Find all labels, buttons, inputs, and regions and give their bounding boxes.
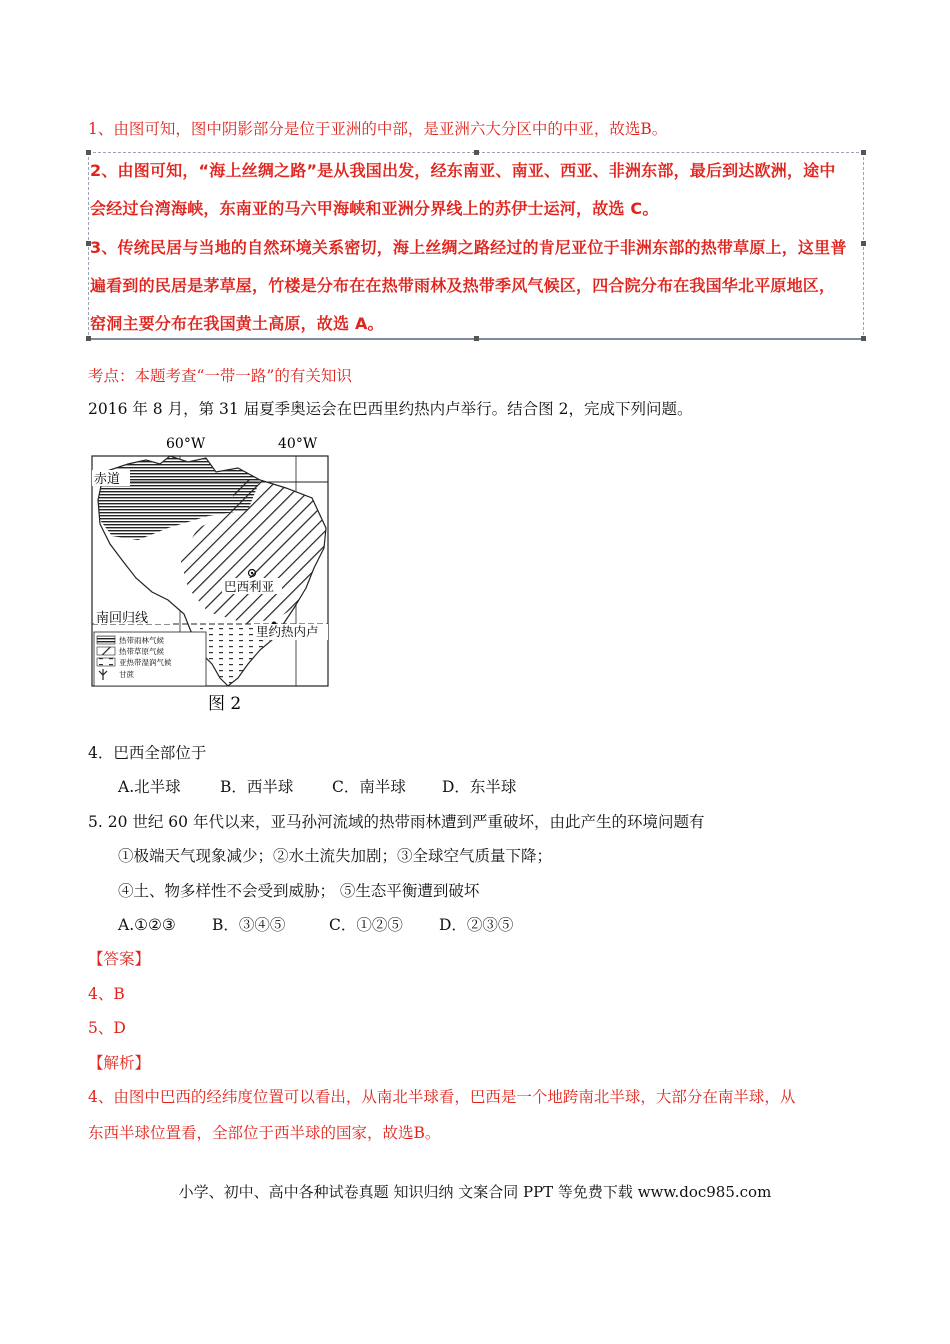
kaodian-note: 考点：本题考查“一带一路”的有关知识 (88, 367, 352, 385)
question-intro: 2016 年 8 月，第 31 届夏季奥运会在巴西里约热内卢举行。结合图 2，完成下列问题。 (88, 400, 693, 418)
explanation-q3-line2: 遍看到的民居是茅草屋，竹楼是分布在在热带雨林及热带季风气候区，四合院分布在我国华北平原地区， (90, 276, 836, 295)
explanation-q1: 1、由图可知，图中阴影部分是位于亚洲的中部，是亚洲六大分区中的中亚，故选B。 (88, 120, 668, 138)
q4-stem: 4．巴西全部位于 (88, 744, 207, 762)
q4-option-c: C．南半球 (332, 778, 406, 796)
lon-40w-label: 40°W (278, 436, 318, 452)
figure-caption: 图 2 (208, 694, 242, 714)
equator-label: 赤道 (94, 472, 121, 487)
legend-savanna: 热带草原气候 (119, 647, 164, 656)
answer-5: 5、D (88, 1019, 126, 1037)
q5-option-b: B．③④⑤ (212, 916, 286, 934)
analysis-line-2: 东西半球位置看，全部位于西半球的国家，故选B。 (88, 1124, 441, 1142)
answer-header: 【答案】 (88, 950, 151, 968)
legend-subtropical: 亚热带湿润气候 (119, 658, 172, 667)
page-footer: 小学、初中、高中各种试卷真题 知识归纳 文案合同 PPT 等免费下载 www.doc985.com (178, 1183, 772, 1201)
q5-options (118, 914, 513, 936)
tropic-label: 南回归线 (96, 611, 149, 626)
city-label: 里约热内卢 (256, 624, 319, 639)
q5-option-c: C．①②⑤ (329, 916, 403, 934)
brazil-climate-map (88, 428, 333, 718)
explanation-q3-line3: 窑洞主要分布在我国黄土高原，故选 A。 (90, 314, 384, 333)
legend-sugarcane: 甘蔗 (119, 670, 134, 679)
q5-option-a: A.①②③ (118, 916, 176, 934)
explanation-q3-line1: 3、传统民居与当地的自然环境关系密切，海上丝绸之路经过的肯尼亚位于非洲东部的热带草原上，这里普 (90, 238, 847, 257)
legend-rainforest: 热带雨林气候 (119, 636, 164, 645)
answer-4: 4、B (88, 985, 125, 1003)
q5-items-1: ①极端天气现象减少；②水土流失加剧；③全球空气质量下降； (118, 847, 553, 865)
q4-option-b: B．西半球 (220, 778, 294, 796)
q4-option-d: D．东半球 (442, 778, 517, 796)
lon-60w-label: 60°W (166, 436, 206, 452)
q4-option-a: A.北半球 (118, 778, 181, 796)
analysis-header: 【解析】 (88, 1054, 151, 1072)
analysis-line-1: 4、由图中巴西的经纬度位置可以看出，从南北半球看，巴西是一个地跨南北半球，大部分在南半球，从 (88, 1088, 796, 1106)
capital-label: 巴西利亚 (224, 579, 275, 594)
explanation-q2-line1: 2、由图可知，“海上丝绸之路”是从我国出发，经东南亚、南亚、西亚、非洲东部，最后到达欧洲，途中 (90, 161, 836, 180)
q4-options (118, 776, 516, 798)
explanation-q2-line2: 会经过台湾海峡，东南亚的马六甲海峡和亚洲分界线上的苏伊士运河，故选 C。 (90, 199, 659, 218)
q5-items-2: ④土、物多样性不会受到威胁； ⑤生态平衡遭到破坏 (118, 882, 480, 900)
q5-stem: 5. 20 世纪 60 年代以来，亚马孙河流域的热带雨林遭到严重破坏，由此产生的环境问题有 (88, 813, 705, 831)
q5-option-d: D．②③⑤ (439, 916, 514, 934)
